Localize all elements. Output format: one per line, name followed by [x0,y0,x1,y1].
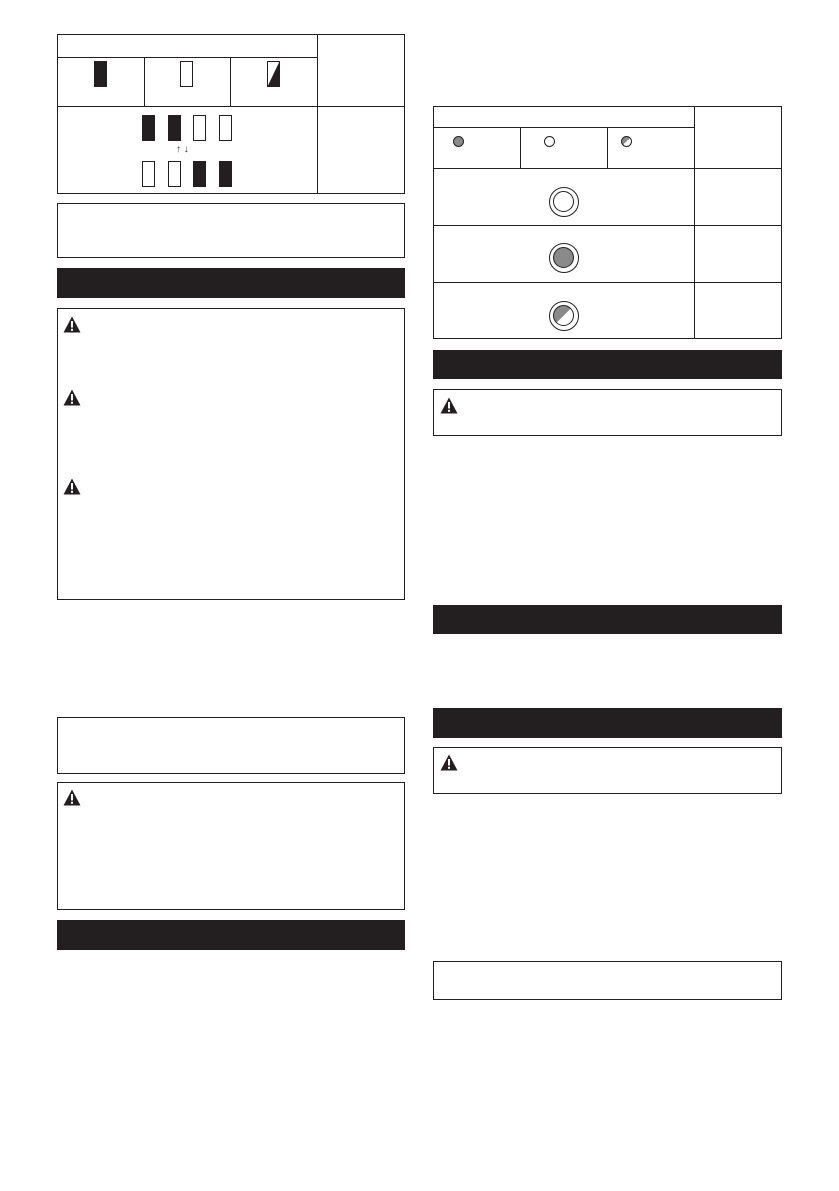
warning-icon [63,316,81,333]
off-indicator-icon [180,61,193,87]
warning-icon [63,478,81,495]
section-header-bar [433,350,782,379]
up-down-arrows-icon: ↑ ↓ [176,144,189,155]
section-header-bar [57,920,405,950]
segment-indicator-icon [193,161,206,187]
note-box [57,717,405,774]
lamp-blinking-icon [549,301,579,331]
segment-indicator-icon [168,161,181,187]
table-divider [520,127,521,168]
segment-indicator-icon [193,115,206,141]
segment-indicator-icon [142,161,155,187]
table-divider [433,127,695,128]
section-header-bar [433,605,782,634]
section-header-bar [57,268,405,298]
segment-indicator-icon [168,115,181,141]
segment-indicator-icon [142,115,155,141]
table-divider [230,57,231,106]
lamp-off-icon [549,187,579,217]
table-divider [57,57,318,58]
warning-icon [63,789,81,806]
white-dot-icon [544,136,555,147]
caution-box [57,308,405,600]
table-divider [433,225,782,226]
gray-dot-icon [453,136,464,147]
warning-icon [63,389,81,406]
caution-box [433,747,782,794]
table-divider [144,57,145,106]
note-box [433,961,782,1000]
caution-box [57,782,405,910]
warning-icon [440,754,458,771]
caution-box [433,389,782,436]
half-dot-icon [621,136,632,147]
section-header-bar [433,708,782,738]
blinking-indicator-icon [267,61,280,87]
table-divider [433,168,782,169]
table-divider [57,106,405,107]
lamp-on-icon [549,243,579,273]
lit-indicator-icon [94,61,107,87]
segment-indicator-icon [219,115,232,141]
table-divider [317,34,318,194]
table-divider [607,127,608,168]
segment-indicator-icon [219,161,232,187]
table-divider [433,282,782,283]
warning-icon [440,397,458,414]
table-divider [694,106,695,339]
note-box [57,203,405,258]
